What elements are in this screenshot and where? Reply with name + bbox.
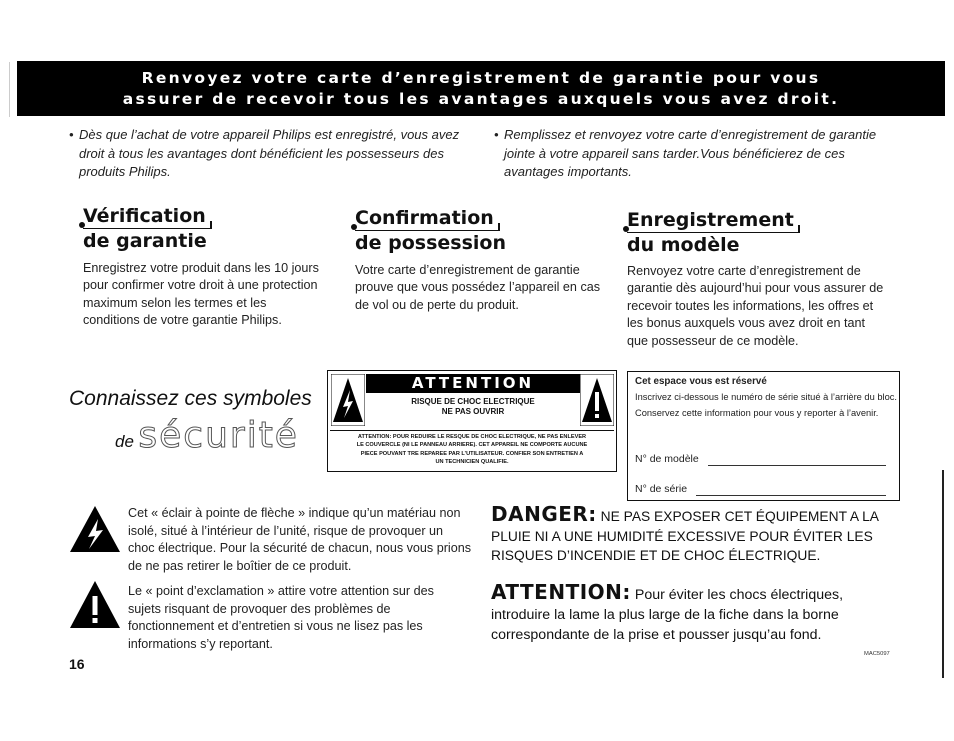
section-body-verification: Enregistrez votre produit dans les 10 jours pour confirmer votre droit à une protection maximum selon les termes et les conditions de votre garantie Philips. — [83, 261, 319, 328]
section-body-confirmation: Votre carte d’enregistrement de garantie prouve que vous possédez l’appareil en cas de vol ou de perte du produit. — [355, 263, 601, 312]
header-banner — [17, 61, 945, 116]
section-title-line-2: du modèle — [627, 234, 740, 256]
securite-word: sécurité — [138, 415, 299, 456]
fineprint-line-3: PIECE POUVANT TRE REPAREE PAR L’UTILISATEUR. CONFIER SON ENTRETIEN A — [360, 450, 584, 457]
document-code: MAC5097 — [864, 651, 890, 657]
scan-margin-mark — [9, 62, 10, 117]
attention-warning — [491, 582, 891, 645]
danger-label: DANGER: — [491, 502, 597, 526]
securite-de: de — [115, 432, 134, 451]
intro-left-text: Dès que l’achat de votre appareil Philips est enregistré, vous avez droit à tous les avantages dont bénéficient les possesseurs des produits Philips. — [79, 127, 460, 179]
model-number-field[interactable] — [635, 452, 886, 466]
exclamation-warning-icon — [580, 374, 614, 426]
section-title-line-2: de possession — [355, 232, 506, 254]
reserved-title: Cet espace vous est réservé — [635, 376, 767, 387]
section-title-verification — [83, 204, 283, 253]
reserved-space-box — [627, 371, 900, 501]
serial-number-field[interactable] — [635, 482, 886, 496]
section-title-line-1: Enregistrement — [627, 208, 798, 233]
attention-label-fineprint — [330, 430, 614, 466]
page-number: 16 — [69, 656, 85, 672]
danger-warning — [491, 502, 901, 566]
section-title-confirmation — [355, 206, 555, 255]
attention-sub-line-2: NE PAS OUVRIR — [441, 407, 505, 416]
section-body-enregistrement: Renvoyez votre carte d’enregistrement de garantie dès aujourd’hui pour vous assurer de recevoir toutes les informations, les offres et les bonus auxquels vous avez droit en tant que possesseur de ce modèle. — [627, 264, 884, 348]
attention-sub-line-1: RISQUE DE CHOC ELECTRIQUE — [411, 397, 535, 406]
bullet: • — [494, 127, 499, 142]
attention-label-sub — [366, 397, 580, 417]
attention-label-box — [327, 370, 617, 472]
serial-number-line[interactable] — [696, 495, 886, 496]
lightning-triangle-icon — [69, 505, 121, 553]
intro-left — [69, 126, 479, 182]
section-title-enregistrement — [627, 208, 847, 257]
danger-text: NE PAS EXPOSER CET ÉQUIPEMENT A LA PLUIE NI A UNE HUMIDITÉ EXCESSIVE POUR ÉVITER LES RISQUES D’INCENDIE ET DE CHOC ÉLECTRIQUE. — [491, 509, 879, 564]
model-number-label: N° de modèle — [635, 453, 699, 465]
lightning-explanation: Cet « éclair à pointe de flèche » indique qu’un matériau non isolé, situé à l’intérieur de l’unité, risque de provoquer un choc électrique. Pour la sécurité de chacun, nous vous prions de ne pas retirer le boîtier de ce produit. — [128, 506, 472, 573]
section-title-line-1: Vérification — [83, 204, 210, 229]
attention-text: Pour éviter les chocs électriques, introduire la lame la plus large de la fiche dans la borne correspondante de la prise et pousser jusqu’au fond. — [491, 587, 844, 643]
fineprint-line-4: UN TECHNICIEN QUALIFIE. — [435, 458, 509, 465]
lightning-warning-icon — [331, 374, 365, 426]
serial-number-label: N° de série — [635, 483, 688, 495]
model-number-line[interactable] — [708, 465, 886, 466]
scan-edge-line — [942, 470, 944, 678]
securite-heading — [115, 415, 299, 456]
reserved-body: Inscrivez ci-dessous le numéro de série situé à l’arrière du bloc. Conservez cette information pour vous y reporter à l’avenir. — [635, 392, 897, 418]
symbols-title: Connaissez ces symboles — [69, 387, 312, 410]
exclamation-explanation: Le « point d’exclamation » attire votre attention sur des sujets risquant de provoquer des problèmes de fonctionnement et d’entretien si vous ne lisez pas les informations s’y reportant. — [128, 584, 434, 651]
section-title-line-1: Confirmation — [355, 206, 498, 231]
exclamation-triangle-icon — [69, 580, 121, 629]
intro-right — [494, 126, 899, 182]
section-title-line-2: de garantie — [83, 230, 207, 252]
fineprint-line-2: LE COUVERCLE (NI LE PANNEAU ARRIERE). CET APPAREIL NE COMPORTE AUCUNE — [356, 442, 588, 449]
fineprint-line-1: ATTENTION: POUR REDUIRE LE RESQUE DE CHOC ELECTRIQUE, NE PAS ENLEVER — [357, 434, 587, 440]
intro-right-text: Remplissez et renvoyez votre carte d’enregistrement de garantie jointe à votre appareil sans tarder.Vous bénéficierez de ces avantages importants. — [504, 127, 877, 179]
banner-line-1: Renvoyez votre carte d’enregistrement de garantie pour vous — [141, 69, 821, 87]
attention-label: ATTENTION: — [491, 580, 631, 604]
banner-line-2: assurer de recevoir tous les avantages auxquels vous avez droit. — [122, 90, 840, 108]
bullet: • — [69, 127, 74, 142]
attention-label-header: ATTENTION — [366, 374, 580, 393]
